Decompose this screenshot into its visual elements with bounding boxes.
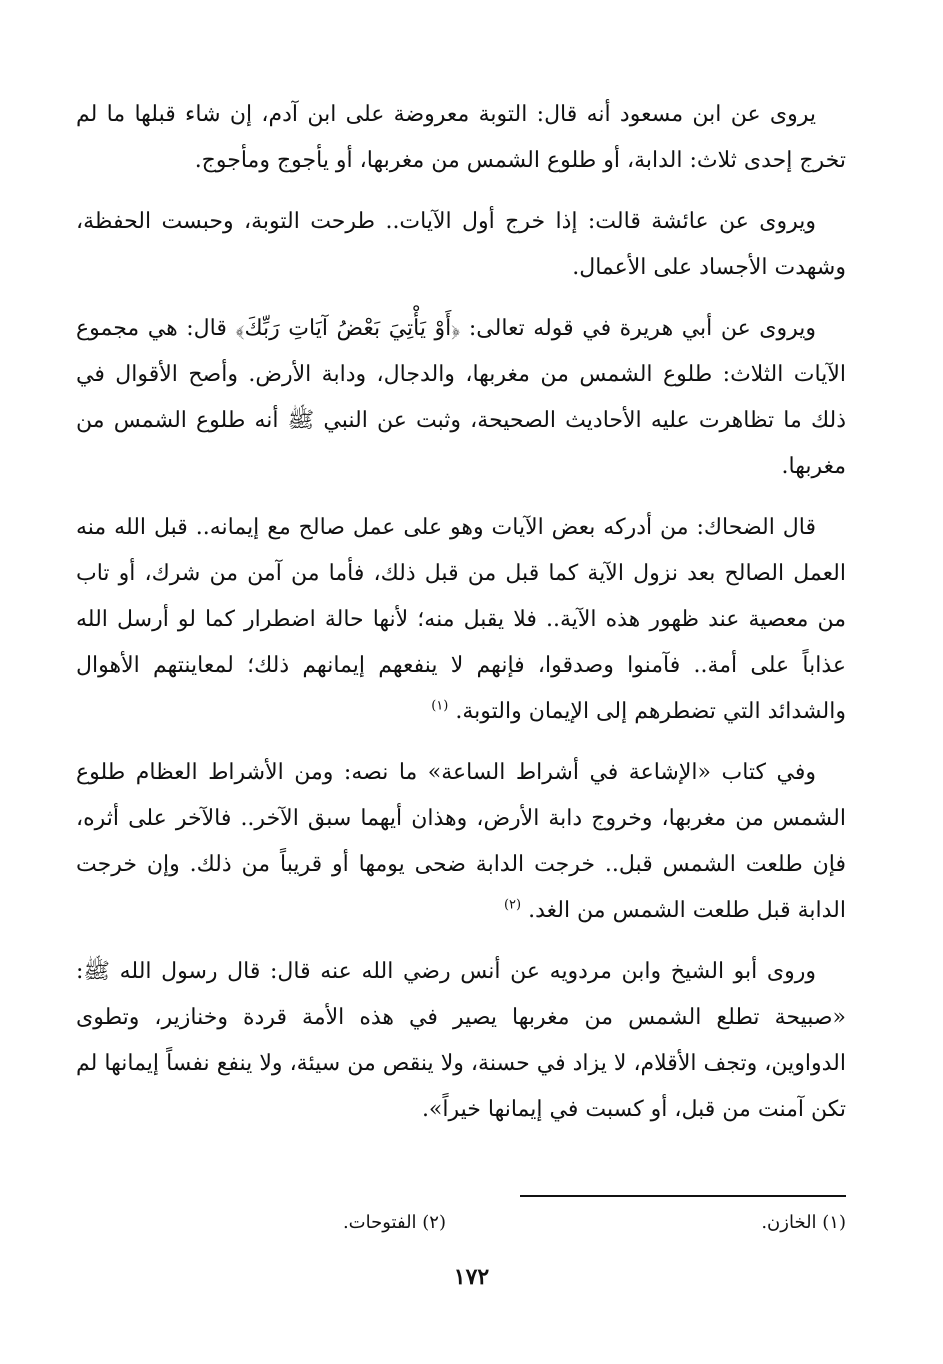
- paragraph-abu-hurayra: [76, 306, 846, 490]
- page-number: ١٧٢: [453, 1264, 490, 1290]
- paragraph-ishaah: [76, 750, 846, 934]
- paragraph-text: وروى أبو الشيخ وابن مردويه عن أنس رضي الله عنه قال: قال رسول الله ﷺ: «صبيحة تطلع الشمس من مغربها يصير في هذه الأمة قردة وخنازير، وتطوى الدواوين، وتجف الأقلام، لا يزاد في حسنة، ولا ينقص من سيئة، ولا ينفع نفساً إيمانها لم تكن آمنت من قبل، أو كسبت في إيمانها خيراً».: [76, 959, 846, 1122]
- paragraph-text: ويروى عن عائشة قالت: إذا خرج أول الآيات.. طرحت التوبة، وحبست الحفظة، وشهدت الأجساد على الأعمال.: [76, 209, 846, 280]
- paragraph-text: وفي كتاب «الإشاعة في أشراط الساعة» ما نصه: ومن الأشراط العظام طلوع الشمس من مغربها، وخروج دابة الأرض، وهذان أيهما سبق الآخر.. فالآخر على أثره، فإن طلعت الشمس قبل.. خرجت الدابة ضحى يومها أو قريباً من ذلك. وإن خرجت الدابة قبل طلعت الشمس من الغد.: [76, 760, 846, 923]
- paragraph-text: قال الضحاك: من أدركه بعض الآيات وهو على عمل صالح مع إيمانه.. قبل الله منه العمل الصالح بعد نزول الآية كما قبل من قبل ذلك، فأما من آمن من شرك، أو تاب من معصية عند ظهور هذه الآية.. فلا يقبل منه؛ لأنها حالة اضطرار كما لو أرسل الله عذاباً على أمة.. فآمنوا وصدقوا، فإنهم لا ينفعهم إيمانهم ذلك؛ لمعاينتهم الأهوال والشدائد التي تضطرهم إلى الإيمان والتوبة.: [76, 515, 846, 724]
- paragraph-text: يروى عن ابن مسعود أنه قال: التوبة معروضة على ابن آدم، إن شاء قبلها ما لم تخرج إحدى ثلاث: الدابة، أو طلوع الشمس من مغربها، أو يأجوج ومأجوج.: [76, 102, 846, 173]
- paragraph-text: ويروى عن أبي هريرة في قوله تعالى: ﴿أَوْ يَأْتِيَ بَعْضُ آيَاتِ رَبِّكَ﴾ قال: هي مجموع الآيات الثلاث: طلوع الشمس من مغربها، والدجال، ودابة الأرض. وأصح الأقوال في ذلك ما تظاهرت عليه الأحاديث الصحيحة، وثبت عن النبي ﷺ أنه طلوع الشمس من مغربها.: [76, 316, 846, 479]
- page-body: [76, 92, 846, 1148]
- paragraph-ibn-masud: [76, 92, 846, 184]
- footnote-2: (٢) الفتوحات.: [342, 1212, 446, 1233]
- footnote-1: (١) الخازن.: [761, 1212, 846, 1233]
- paragraph-aisha: [76, 199, 846, 291]
- paragraph-anas-hadith: [76, 949, 846, 1133]
- footnote-divider: [520, 1195, 846, 1197]
- paragraph-dahhak: [76, 505, 846, 735]
- footnote-marker-2[interactable]: (٢): [503, 897, 522, 913]
- footnote-marker-1[interactable]: (١): [431, 698, 449, 714]
